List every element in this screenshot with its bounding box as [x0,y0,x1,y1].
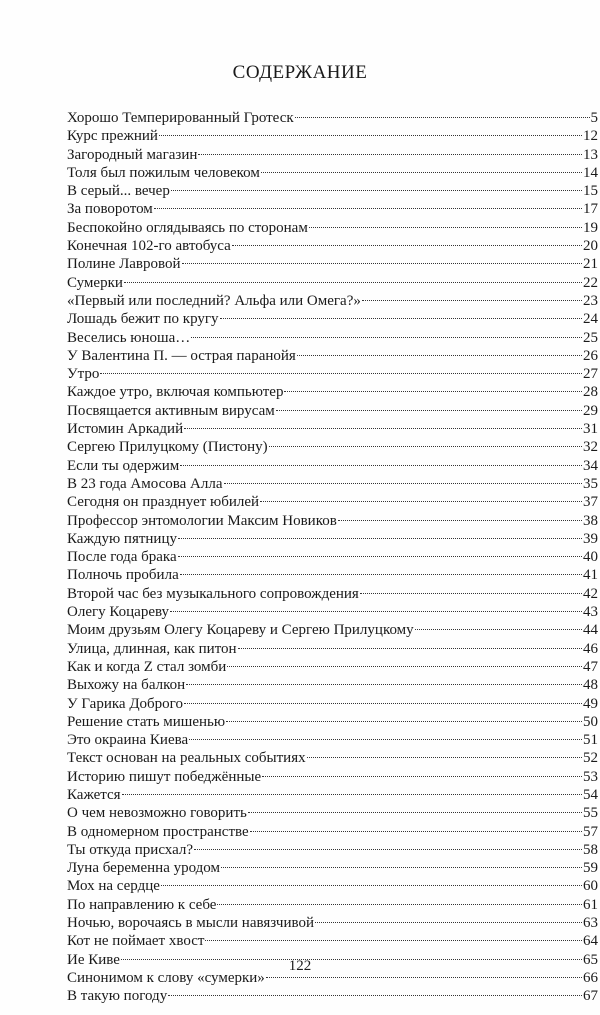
toc-entry-title: Истомин Аркадий [67,421,184,438]
toc-entry-page-number: 26 [583,347,598,364]
toc-entry-page-number: 55 [583,805,598,822]
dot-leader [191,337,582,338]
toc-entry-title: Олегу Коцареву [67,604,170,621]
toc-entry-title: У Валентина П. — острая паранойя [67,347,296,364]
toc-entry-page-number: 41 [583,567,598,584]
toc-entry-page-number: 28 [583,384,598,401]
toc-entry-page-number: 23 [583,292,598,309]
toc-entry-page-number: 20 [583,238,598,255]
dot-leader [415,629,582,630]
toc-entry [67,146,598,164]
toc-entry-title: У Гарика Доброго [67,695,183,712]
toc-entry-page-number: 29 [583,402,598,419]
toc-entry-page-number: 63 [583,915,598,932]
toc-entry [67,457,598,475]
toc-entry [67,255,598,273]
toc-entry [67,292,598,310]
toc-entry-page-number: 39 [583,530,598,547]
toc-entry-title: В серый... вечер [67,183,170,200]
toc-entry-title: Полночь пробила [67,567,179,584]
toc-entry-page-number: 43 [583,604,598,621]
toc-entry-page-number: 13 [583,146,598,163]
toc-entry [67,566,598,584]
toc-entry-title: Хорошо Темперированный Гротеск [67,110,294,126]
toc-entry-title: Кот не поймает хвост [67,933,205,950]
toc-entry [67,640,598,658]
toc-entry-title: Выхожу на балкон [67,677,186,694]
toc-entry-page-number: 19 [583,219,598,236]
toc-entry-title: Кажется [67,786,121,803]
toc-entry [67,164,598,182]
toc-entry-page-number: 48 [583,677,598,694]
toc-entry-title: Ночью, ворочаясь в мысли навязчивой [67,915,314,932]
toc-entry-page-number: 61 [583,896,598,913]
dot-leader [170,611,582,612]
dot-leader [184,428,582,429]
dot-leader [309,227,582,228]
dot-leader [238,648,582,649]
toc-entry-title: Сумерки [67,274,123,291]
toc-entry [67,274,598,292]
toc-entry [67,493,598,511]
toc-entry-title: О чем невозможно говорить [67,805,247,822]
toc-entry-title: Историю пишут победжённые [67,768,262,785]
toc-entry-page-number: 12 [583,128,598,145]
toc-entry [67,329,598,347]
dot-leader [221,867,582,868]
dot-leader [362,300,582,301]
toc-entry-page-number: 21 [583,256,598,273]
toc-entry-title: Лошадь бежит по кругу [67,311,219,328]
toc-entry-title: В одномерном пространстве [67,823,249,840]
toc-entry [67,182,598,200]
toc-entry [67,658,598,676]
toc-entry-title: Сергею Прилуцкому (Пистону) [67,439,268,456]
toc-entry-title: Моим друзьям Олегу Коцареву и Сергею Прилуцкому [67,622,414,639]
toc-entry [67,621,598,639]
dot-leader [266,977,582,978]
toc-entry [67,749,598,767]
toc-entry-title: Улица, длинная, как питон [67,640,237,657]
toc-entry [67,530,598,548]
dot-leader [307,757,582,758]
toc-entry [67,420,598,438]
dot-leader [168,995,582,996]
toc-entry [67,877,598,895]
dot-leader [297,355,582,356]
toc-entry-title: Загородный магазин [67,146,198,163]
toc-entry [67,713,598,731]
toc-entry-title: Сегодня он празднует юбилей [67,494,260,511]
toc-entry-page-number: 53 [583,768,598,785]
dot-leader [262,776,582,777]
toc-entry-title: Ие Киве [67,951,120,968]
toc-entry-title: Луна беременна уродом [67,860,221,877]
toc-entry-page-number: 49 [583,695,598,712]
toc-entry-title: Как и когда Z стал зомби [67,658,227,675]
toc-entry-page-number: 59 [583,860,598,877]
toc-entry [67,841,598,859]
toc-entry [67,109,598,127]
toc-entry-page-number: 24 [583,311,598,328]
dot-leader [261,172,582,173]
toc-entry-page-number: 31 [583,421,598,438]
toc-entry [67,438,598,456]
toc-entry [67,475,598,493]
dot-leader [180,574,582,575]
toc-entry-page-number: 5 [590,110,598,126]
toc-entry [67,219,598,237]
toc-entry [67,768,598,786]
dot-leader [227,666,582,667]
dot-leader [182,263,582,264]
toc-entry-page-number: 47 [583,658,598,675]
toc-entry [67,823,598,841]
dot-leader [315,922,582,923]
dot-leader [154,208,582,209]
toc-entry-page-number: 17 [583,201,598,218]
toc-entry-page-number: 42 [583,585,598,602]
toc-entry-page-number: 66 [583,969,598,986]
toc-entry-title: Веселись юноша… [67,329,191,346]
toc-entry-title: Это окраина Киева [67,732,189,749]
toc-entry-title: Толя был пожилым человеком [67,164,260,181]
dot-leader [159,135,582,136]
dot-leader [180,465,582,466]
toc-entry-title: Курс прежний [67,128,158,145]
toc-entry [67,896,598,914]
toc-entry [67,512,598,530]
dot-leader [220,318,582,319]
toc-entry [67,127,598,145]
toc-entry-title: Утро [67,366,100,383]
table-of-contents [67,109,598,1006]
toc-entry-title: Беспокойно оглядываясь по сторонам [67,219,308,236]
dot-leader [217,904,582,905]
toc-entry [67,804,598,822]
toc-entry-page-number: 35 [583,475,598,492]
dot-leader [178,556,582,557]
toc-entry [67,987,598,1005]
toc-entry-title: Конечная 102-го автобуса [67,238,231,255]
dot-leader [295,117,590,118]
dot-leader [194,849,582,850]
dot-leader [184,703,582,704]
dot-leader [224,483,582,484]
dot-leader [360,593,582,594]
toc-entry-page-number: 46 [583,640,598,657]
toc-entry [67,914,598,932]
toc-entry-title: Ты откуда присхал? [67,841,194,858]
toc-entry-title: Если ты одержим [67,457,180,474]
toc-entry-page-number: 50 [583,713,598,730]
dot-leader [186,684,582,685]
toc-entry-page-number: 58 [583,841,598,858]
dot-leader [161,885,582,886]
toc-entry [67,731,598,749]
toc-entry-page-number: 22 [583,274,598,291]
toc-entry-title: Решение стать мишенью [67,713,226,730]
toc-entry [67,585,598,603]
toc-entry-page-number: 34 [583,457,598,474]
toc-entry-page-number: 14 [583,164,598,181]
toc-entry [67,932,598,950]
toc-entry-title: Текст основан на реальных событиях [67,750,306,767]
toc-entry-page-number: 38 [583,512,598,529]
toc-entry-title: В такую погоду [67,988,168,1005]
toc-entry-title: За поворотом [67,201,153,218]
contents-heading: СОДЕРЖАНИЕ [232,62,368,83]
toc-entry [67,695,598,713]
dot-leader [260,501,582,502]
dot-leader [248,812,582,813]
dot-leader [205,940,582,941]
dot-leader [250,831,582,832]
toc-entry [67,548,598,566]
toc-entry-page-number: 37 [583,494,598,511]
toc-entry-title: «Первый или последний? Альфа или Омега?» [67,292,361,309]
toc-entry [67,347,598,365]
toc-entry [67,402,598,420]
toc-entry [67,859,598,877]
toc-entry-title: Посвящается активным вирусам [67,402,275,419]
toc-entry-page-number: 64 [583,933,598,950]
toc-entry-title: Профессор энтомологии Максим Новиков [67,512,337,529]
dot-leader [124,282,582,283]
dot-leader [226,721,582,722]
dot-leader [276,410,582,411]
dot-leader [100,373,582,374]
toc-entry-title: После года брака [67,549,177,566]
toc-entry-title: Каждую пятницу [67,530,177,547]
toc-entry-title: Полине Лавровой [67,256,181,273]
toc-entry-title: Мох на сердце [67,878,160,895]
dot-leader [269,446,582,447]
toc-entry-page-number: 57 [583,823,598,840]
toc-entry-page-number: 44 [583,622,598,639]
toc-entry [67,676,598,694]
dot-leader [122,794,582,795]
toc-entry [67,786,598,804]
toc-entry-title: Второй час без музыкального сопровождения [67,585,359,602]
dot-leader [284,391,582,392]
dot-leader [171,190,582,191]
toc-entry-page-number: 54 [583,786,598,803]
toc-entry-title: В 23 года Амосова Алла [67,475,223,492]
toc-entry-page-number: 25 [583,329,598,346]
toc-entry-page-number: 40 [583,549,598,566]
toc-entry-page-number: 60 [583,878,598,895]
toc-entry [67,603,598,621]
dot-leader [189,739,582,740]
dot-leader [338,520,582,521]
toc-entry [67,310,598,328]
toc-entry-title: Каждое утро, включая компьютер [67,384,284,401]
dot-leader [198,154,582,155]
toc-entry-page-number: 67 [583,988,598,1005]
toc-entry-page-number: 15 [583,183,598,200]
toc-entry-page-number: 27 [583,366,598,383]
toc-entry-page-number: 52 [583,750,598,767]
toc-entry-title: По направлению к себе [67,896,217,913]
toc-entry-page-number: 51 [583,732,598,749]
dot-leader [232,245,582,246]
toc-entry-page-number: 32 [583,439,598,456]
dot-leader [178,538,582,539]
toc-entry [67,237,598,255]
page-number: 122 [288,958,312,974]
toc-entry-page-number: 65 [583,951,598,968]
toc-entry-title: Синонимом к слову «сумерки» [67,969,265,986]
toc-entry [67,383,598,401]
toc-entry [67,200,598,218]
toc-entry [67,365,598,383]
